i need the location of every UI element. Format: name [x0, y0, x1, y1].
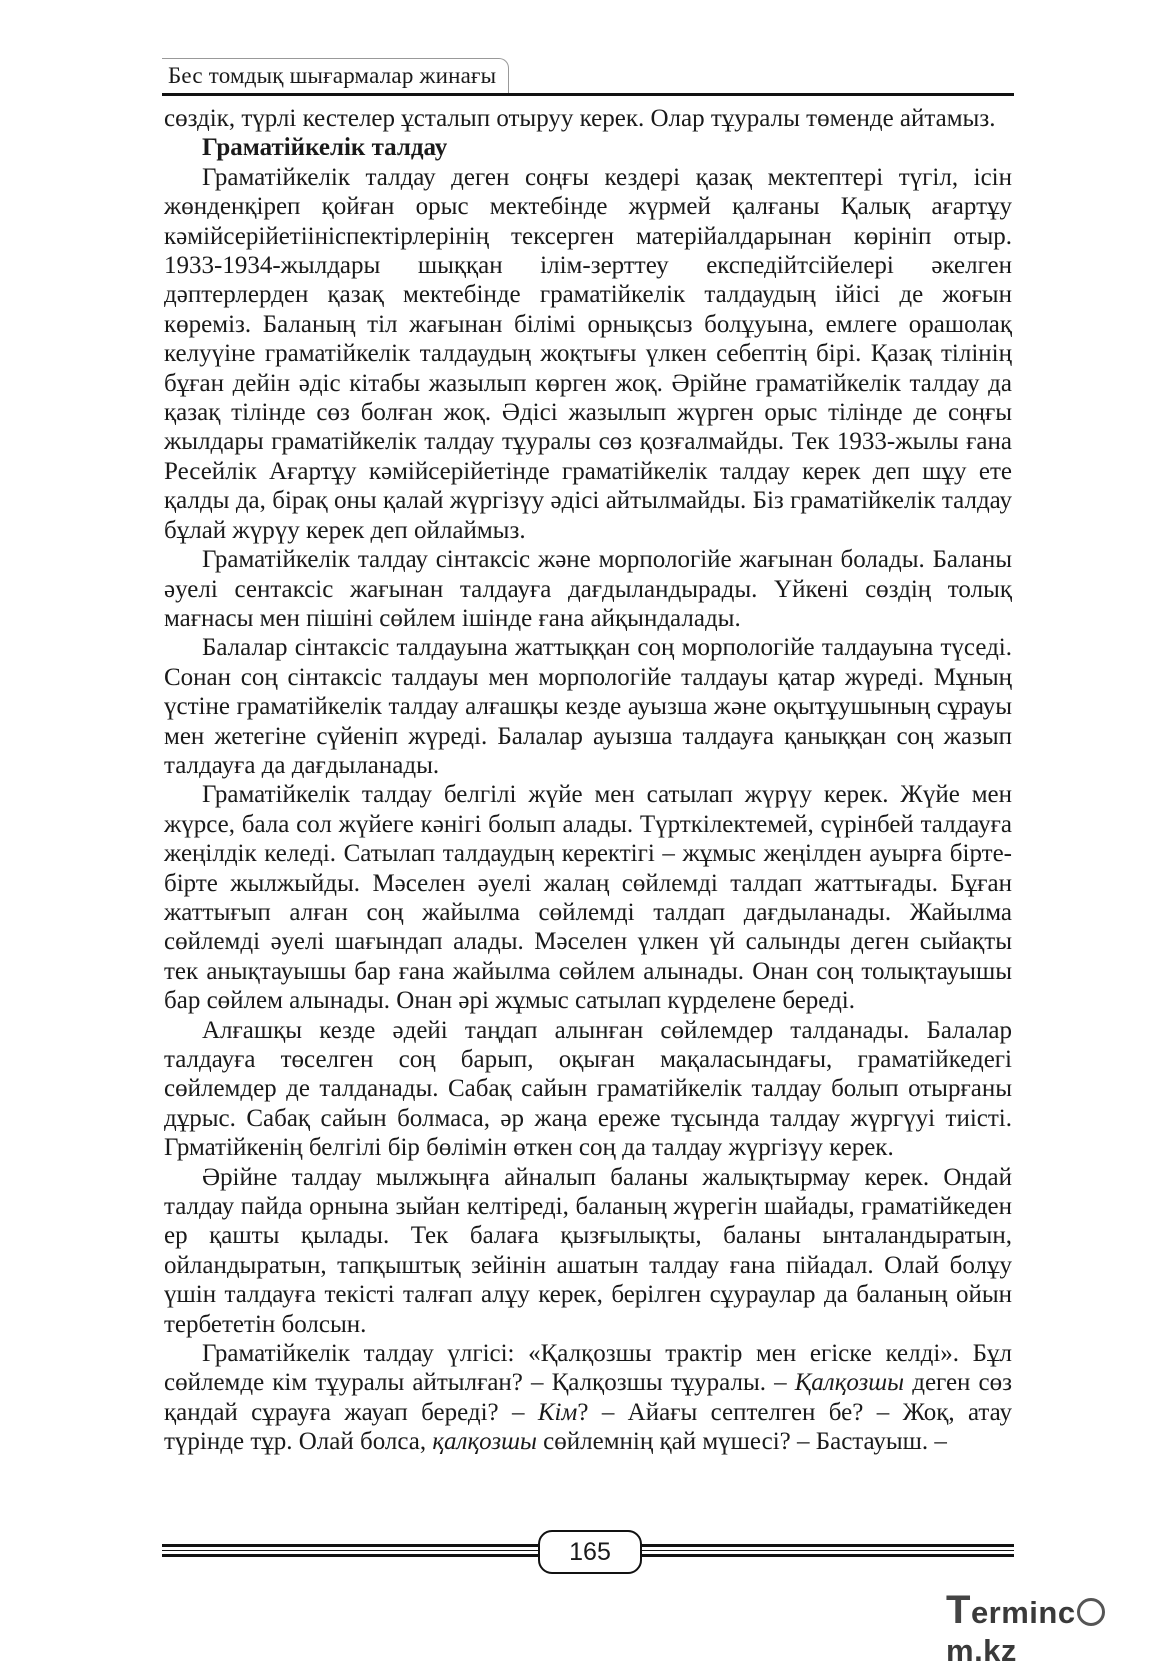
paragraph-3: Балалар сінтаксіс талдауына жаттыққан соң морпологійе талдауына түседі. Сонан соң сінтаксіс талдауы мен морпологійе талдауы қатар жүреді. Мұның үстіне граматійкелік талдау алғашқы кезде ауызша және оқытұушының сұрауы мен жетегіне сүйеніп жүреді. Балалар ауызша талдауға қаныққан соң жазып талдауға да дағдыланады.	[164, 634, 1012, 779]
paragraph-4: Граматійкелік талдау белгілі жүйе мен сатылап жүрүу керек. Жүйе мен жүрсе, бала сол жүйеге кәнігі болып алады. Түрткілектемей, сүрінбей талдауға жеңілдік келеді. Сатылап талдаудың керектігі – жұмыс жеңілден ауырға бірте-бірте жылжыйды. Мәселен әуелі жалаң сөйлемді талдап жаттығады. Бұған жаттығып алған соң жайылма сөйлемді талдап дағдыланады. Жайылма сөйлемді әуелі шағындап алады. Мәселен үлкен үй салынды деген сыйақты тек анықтауышы бар ғана жайылма сөйлем алынады. Онан соң толықтауышы бар сөйлем алынады. Онан әрі жұмыс сатылап күрделене береді.	[164, 781, 1012, 1015]
watermark-text-1: erminc	[970, 1595, 1076, 1630]
p7-italic-1: Қалқозшы	[794, 1369, 905, 1397]
paragraph-6: Әрійне талдау мылжыңға айналып баланы жалықтырмау керек. Ондай талдау пайда орнына зыйан келтіреді, баланың жүрегін шайады, граматійкеден ер қашты қылады. Тек балаға қызғылықты, баланы ынталандыратын, ойландыратын, тапқыштық зейінін ашатын талдау ғана пійадал. Олай болұу үшін талдауға текісті талғап алұу керек, берілген сұураулар да баланың ойын тербететін болсын.	[164, 1163, 1012, 1338]
running-header	[162, 52, 1014, 96]
page-footer	[162, 1530, 1014, 1590]
p7-text-a: Граматійкелік талдау үлгісі: «Қалқозшы трактір мен егіске келді». Бұл сөйлемде кім тұуралы айтылған? – Қалқозшы тұуралы. –	[164, 1340, 1012, 1397]
watermark-text-2: m.kz	[946, 1633, 1017, 1668]
page-number: 165	[538, 1530, 642, 1574]
header-title: Бес томдық шығармалар жинағы	[162, 58, 509, 93]
section-heading: Граматійкелік талдау	[202, 134, 448, 162]
paragraph-5: Алғашқы кезде әдейі таңдап алынған сөйлемдер талданады. Балалар талдауға төселген соң барып, оқыған мақаласындағы, граматійкедегі сөйлемдер де талданады. Сабақ сайын граматійкелік талдау болып отырғаны дұрыс. Сабақ сайын болмаса, әр жаңа ереже тұсында талдау жүргүуі тиісті. Грматійкенің белгілі бір бөлімін өткен соң да талдау жүргізүу керек.	[164, 1016, 1012, 1162]
page-body	[164, 104, 1012, 1457]
paragraph-1: Граматійкелік талдау деген соңғы кездері қазақ мектептері түгіл, ісін жөнденқіреп қойған орыс мектебінде жүрмей қалғаны Қалық ағартұу кәмійсерійетіініспектірлерінің тексерген матерійалдарынан көрініп отыр. 1933-1934-жылдары шыққан ілім-зерттеу експедійтсійелері әкелген дәптерлерден қазақ мектебінде граматійкелік талдаудың ійісі де жоғын көреміз. Баланың тіл жағынан білімі орнықсыз болұуына, емлеге орашолақ келуүіне граматійкелік талдаудың жоқтығы үлкен себептің бірі. Қазақ тілінің бұған дейін әдіс кітабы жазылып көрген жоқ. Әрійне граматійкелік талдау да қазақ тілінде сөз болған жоқ. Әдісі жазылып жүрген орыс тілінде де соңғы жылдары граматійкелік талдау тұуралы сөз қозғалмайды. Тек 1933-жылы ғана Ресейлік Ағартұу кәмійсерійетінде граматійкелік талдау керек деп шұу ете қалды да, бірақ оны қалай жүргізүу әдісі айтылмайды. Біз граматійкелік талдау бұлай жүрүу керек деп ойлаймыз.	[164, 163, 1012, 544]
header-rule	[162, 93, 1014, 96]
p7-text-c: ? – Айағы септелген бе? – Жоқ, атау түрінде тұр. Олай болса,	[164, 1398, 1012, 1456]
p7-text-d: сөйлемнің қай мүшесі? – Бастауыш. –	[536, 1428, 947, 1456]
magnifier-icon	[1077, 1598, 1105, 1626]
paragraph-2: Граматійкелік талдау сінтаксіс және морпологійе жағынан болады. Баланы әуелі сентаксіс жағынан талдауға дағдыландырады. Үйкені сөздің толық мағнасы мен пішіні сөйлем ішінде ғана айқындалады.	[164, 546, 1012, 632]
site-watermark	[946, 1588, 1146, 1668]
p7-italic-2: Кім	[537, 1398, 578, 1426]
p7-italic-3: қалқозшы	[432, 1428, 537, 1456]
watermark-t: T	[946, 1588, 971, 1632]
paragraph-7	[164, 1339, 1012, 1457]
intro-paragraph: сөздік, түрлі кестелер ұсталып отыруу керек. Олар тұуралы төменде айтамыз.	[164, 105, 996, 132]
p7-text-b: деген сөз қандай сұрауға жауап береді? –	[164, 1369, 1013, 1426]
